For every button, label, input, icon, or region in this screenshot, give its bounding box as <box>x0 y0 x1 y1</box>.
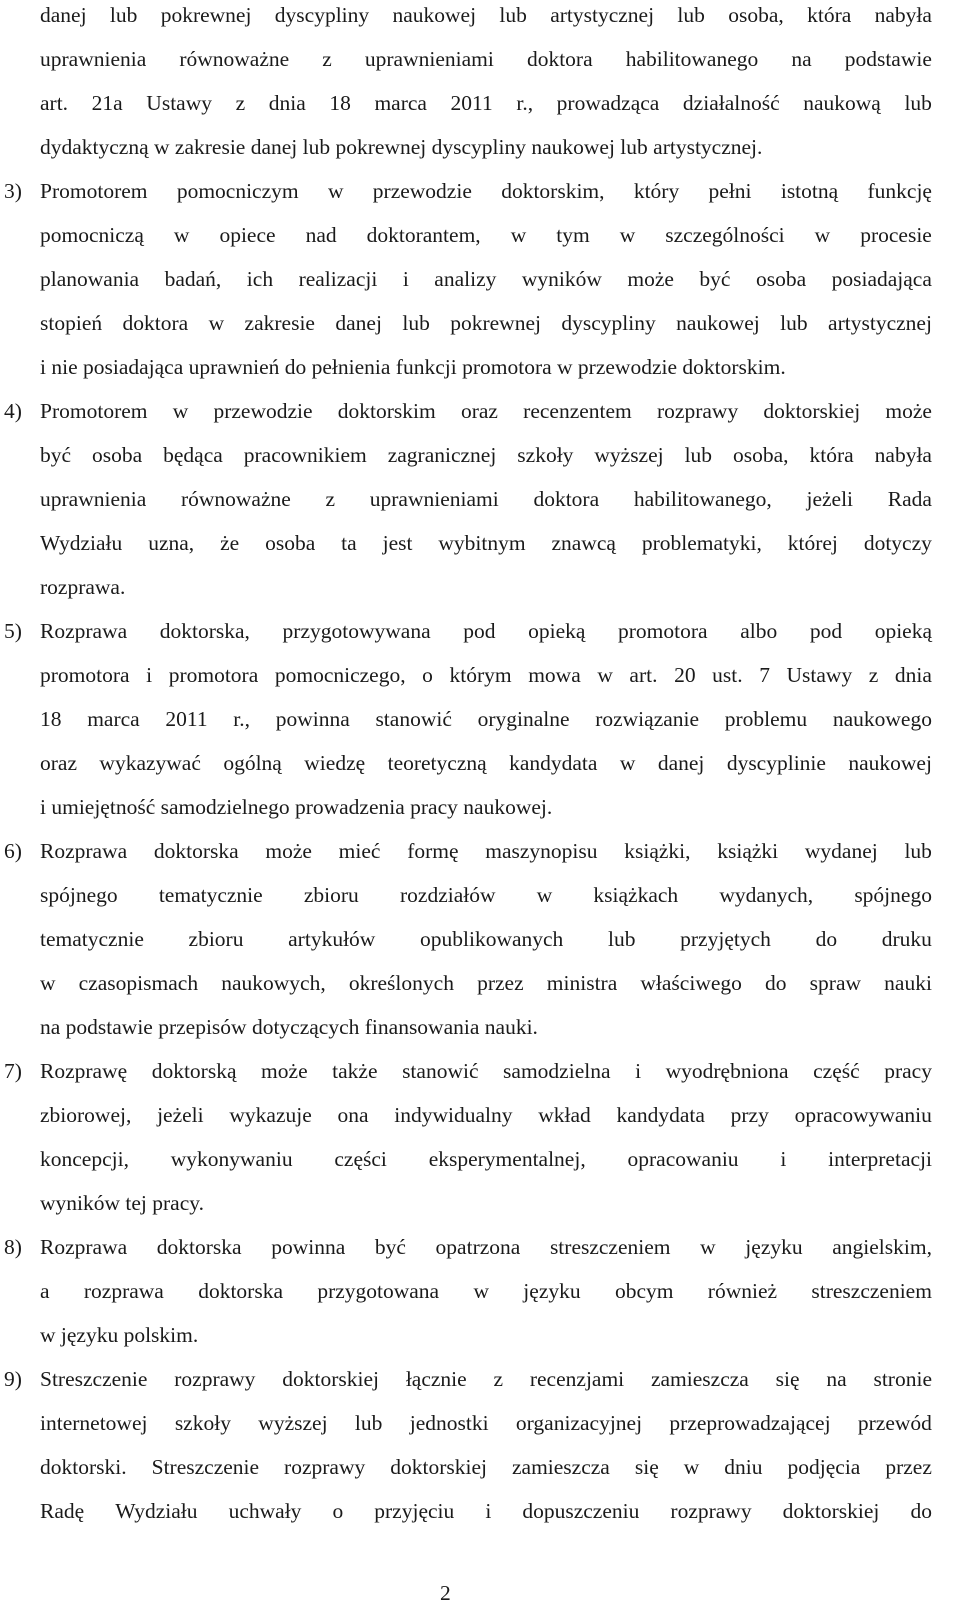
item-number: 5) <box>4 619 22 643</box>
text-line: planowania badań, ich realizacji i analizy wyników może być osoba posiadająca <box>40 267 932 291</box>
page-number: 2 <box>440 1581 451 1605</box>
text-line: pomocniczą w opiece nad doktorantem, w tym w szczególności w procesie <box>40 223 932 247</box>
text-line: tematycznie zbioru artykułów opublikowanych lub przyjętych do druku <box>40 927 932 951</box>
text-line: art. 21a Ustawy z dnia 18 marca 2011 r., prowadząca działalność naukową lub <box>40 91 932 115</box>
text-line: dydaktyczną w zakresie danej lub pokrewnej dyscypliny naukowej lub artystycznej. <box>40 135 763 159</box>
text-line: i nie posiadająca uprawnień do pełnienia funkcji promotora w przewodzie doktorskim. <box>40 355 786 379</box>
text-line: zbiorowej, jeżeli wykazuje ona indywidualny wkład kandydata przy opracowywaniu <box>40 1103 932 1127</box>
text-line: Rozprawa doktorska, przygotowywana pod opieką promotora albo pod opieką <box>40 619 932 643</box>
text-line: koncepcji, wykonywaniu części eksperymentalnej, opracowaniu i interpretacji <box>40 1147 932 1171</box>
item-number: 4) <box>4 399 22 423</box>
text-line: Rozprawa doktorska powinna być opatrzona streszczeniem w języku angielskim, <box>40 1235 932 1259</box>
text-line: uprawnienia równoważne z uprawnieniami doktora habilitowanego na podstawie <box>40 47 932 71</box>
text-line: na podstawie przepisów dotyczących finansowania nauki. <box>40 1015 538 1039</box>
text-line: w języku polskim. <box>40 1323 199 1347</box>
text-line: Wydziału uzna, że osoba ta jest wybitnym znawcą problematyki, której dotyczy <box>40 531 932 555</box>
text-line: promotora i promotora pomocniczego, o którym mowa w art. 20 ust. 7 Ustawy z dnia <box>40 663 932 687</box>
text-line: Radę Wydziału uchwały o przyjęciu i dopuszczeniu rozprawy doktorskiej do <box>40 1499 932 1523</box>
text-line: Promotorem pomocniczym w przewodzie doktorskim, który pełni istotną funkcję <box>40 179 932 203</box>
text-line: doktorski. Streszczenie rozprawy doktorskiej zamieszcza się w dniu podjęcia przez <box>40 1455 932 1479</box>
text-line: Streszczenie rozprawy doktorskiej łącznie z recenzjami zamieszcza się na stronie <box>40 1367 932 1391</box>
text-line: a rozprawa doktorska przygotowana w języku obcym również streszczeniem <box>40 1279 932 1303</box>
text-line: wyników tej pracy. <box>40 1191 204 1215</box>
item-number: 6) <box>4 839 22 863</box>
item-number: 7) <box>4 1059 22 1083</box>
text-line: Rozprawę doktorską może także stanowić samodzielna i wyodrębniona część pracy <box>40 1059 932 1083</box>
text-line: 18 marca 2011 r., powinna stanowić oryginalne rozwiązanie problemu naukowego <box>40 707 932 731</box>
text-line: oraz wykazywać ogólną wiedzę teoretyczną kandydata w danej dyscyplinie naukowej <box>40 751 932 775</box>
item-number: 9) <box>4 1367 22 1391</box>
text-line: spójnego tematycznie zbioru rozdziałów w książkach wydanych, spójnego <box>40 883 932 907</box>
text-line: internetowej szkoły wyższej lub jednostki organizacyjnej przeprowadzającej przewód <box>40 1411 932 1435</box>
text-line: Rozprawa doktorska może mieć formę maszynopisu książki, książki wydanej lub <box>40 839 932 863</box>
text-line: stopień doktora w zakresie danej lub pokrewnej dyscypliny naukowej lub artystycznej <box>40 311 932 335</box>
text-line: rozprawa. <box>40 575 126 599</box>
item-number: 3) <box>4 179 22 203</box>
text-line: Promotorem w przewodzie doktorskim oraz recenzentem rozprawy doktorskiej może <box>40 399 932 423</box>
text-line: być osoba będąca pracownikiem zagranicznej szkoły wyższej lub osoba, która nabyła <box>40 443 932 467</box>
text-line: i umiejętność samodzielnego prowadzenia pracy naukowej. <box>40 795 553 819</box>
text-line: danej lub pokrewnej dyscypliny naukowej lub artystycznej lub osoba, która nabyła <box>40 3 932 27</box>
item-number: 8) <box>4 1235 22 1259</box>
text-line: uprawnienia równoważne z uprawnieniami doktora habilitowanego, jeżeli Rada <box>40 487 932 511</box>
text-line: w czasopismach naukowych, określonych przez ministra właściwego do spraw nauki <box>40 971 932 995</box>
